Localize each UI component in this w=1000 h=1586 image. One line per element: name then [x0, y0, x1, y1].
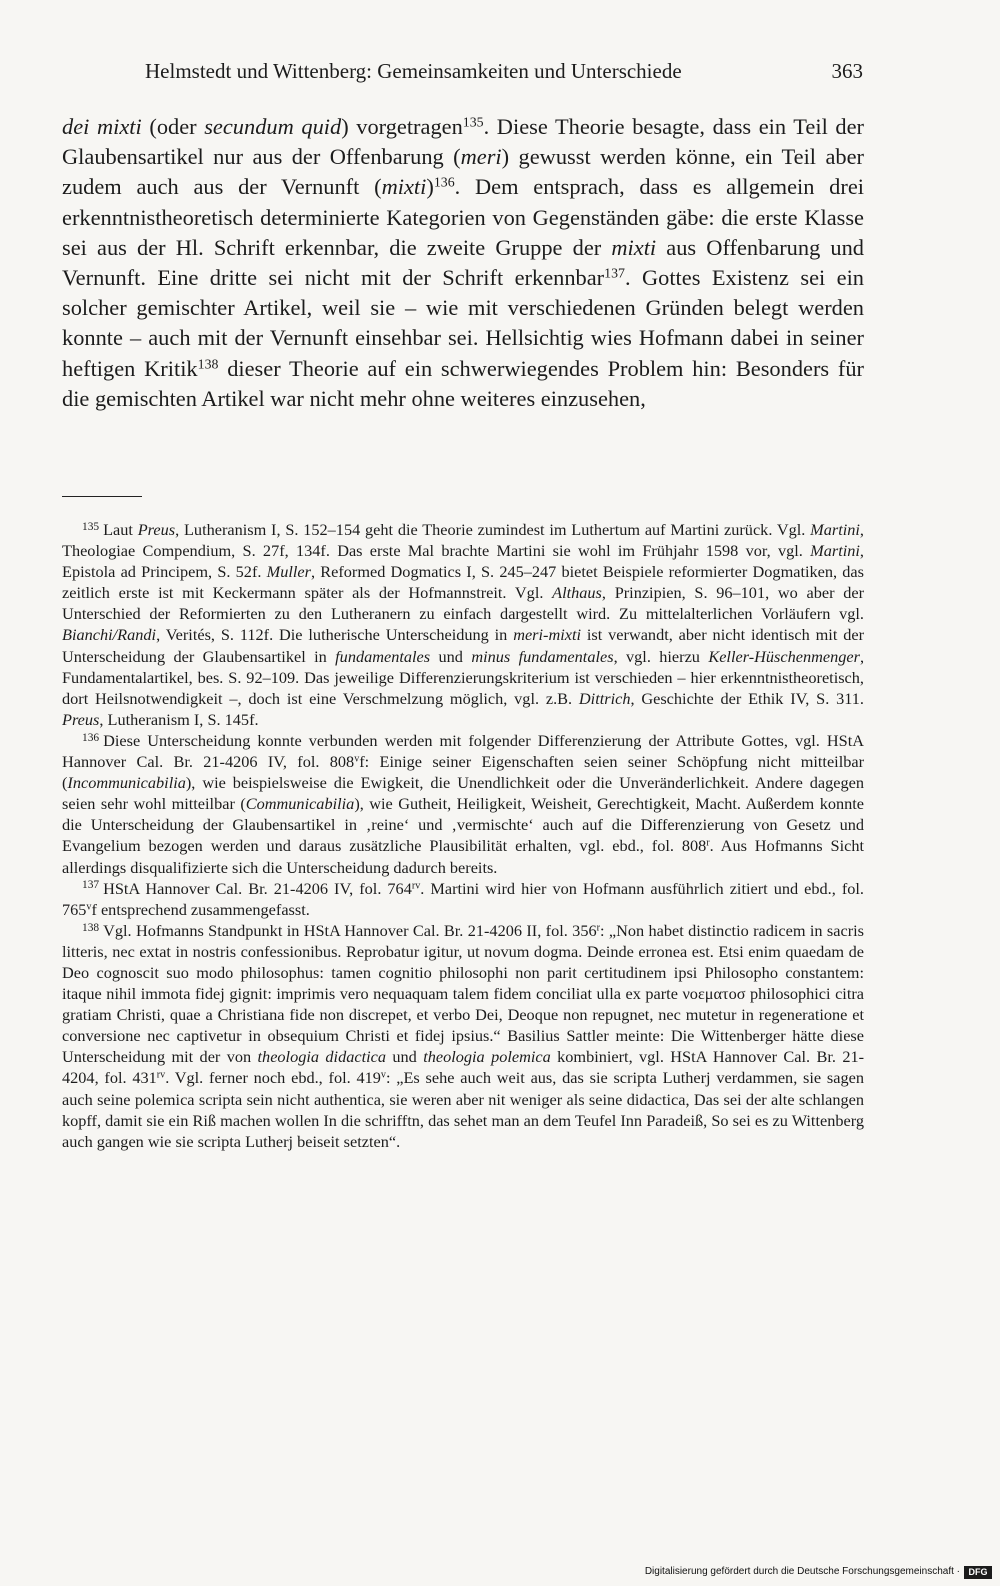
- footnote-ref-138[interactable]: 138: [197, 357, 219, 372]
- text-run: , Prinzipien, S. 96–101, wo aber der Unterschied der Reformierten zu den Lutheranern zu einfach dargestellt wird. Zu mittelalterlichen Vorläufern vgl.: [62, 583, 864, 624]
- author-name: Muller: [266, 562, 311, 582]
- running-head-title: Helmstedt und Wittenberg: Gemeinsamkeiten und Unterschiede: [145, 59, 682, 83]
- text-run: f entsprechend zusammengefasst.: [91, 899, 310, 919]
- footnote-135: [62, 519, 864, 730]
- page-number: 363: [831, 59, 863, 83]
- text-run: , Lutheranism I, S. 145f.: [99, 709, 259, 729]
- footnotes: [62, 519, 864, 1152]
- italic-term: dei mixti: [62, 114, 142, 139]
- text-run: aus Offenbarung und Vernunft. Eine dritte sei nicht mit der Schrift erkennbar: [62, 234, 864, 291]
- folio-side: rv: [156, 1069, 166, 1081]
- text-run: , Epistola ad Principem, S. 52f.: [62, 541, 864, 582]
- footnote-ref-135[interactable]: 135: [462, 115, 484, 131]
- author-name: Bianchi/Randi: [62, 625, 157, 645]
- footnote-ref-137[interactable]: 137: [604, 266, 625, 282]
- italic-term: mixti: [611, 234, 657, 260]
- text-run: , Geschichte der Ethik IV, S. 311.: [630, 688, 865, 708]
- text-run: . Diese Theorie besagte, dass ein Teil der Glaubensartikel nur aus der Offenbarung (: [62, 114, 865, 170]
- author-name: Martini: [810, 520, 860, 539]
- text-run: ) gewusst werden könne, ein Teil aber zudem auch aus der Vernunft (: [62, 144, 864, 200]
- running-head: [145, 56, 863, 86]
- credit-text: Digitalisierung gefördert durch die Deutsche Forschungsgemeinschaft ·: [644, 1566, 960, 1577]
- paragraph: [62, 112, 864, 414]
- text-run: dieser Theorie auf ein schwerwiegendes Problem hin: Besonders für die gemischten Artikel war nicht mehr ohne weiteres einzusehen,: [62, 355, 864, 411]
- text-run: und: [430, 646, 472, 666]
- italic-term: theologia polemica: [423, 1047, 551, 1067]
- text-run: (oder: [141, 114, 205, 139]
- text-run: ), wie Gutheit, Heiligkeit, Weisheit, Gerechtigkeit, Macht. Außerdem konnte die Unterscheidung der Glaubensartikel in ‚reine‘ und ‚vermischte‘ auch auf die Differenzierung von Gesetz und Evangelium bezogen werden und daraus zusätzliche Plausibilität erhalten, vgl. ebd., fol. 808: [62, 794, 865, 856]
- footnote-number: 137: [82, 879, 100, 892]
- italic-term: Incommunicabilia: [67, 773, 186, 793]
- italic-term: Communicabilia: [245, 794, 355, 814]
- text-run: , Reformed Dogmatics I, S. 245–247 bietet Beispiele reformierter Dogmatiken, das zeitlich erste ist mit Keckermann später als der Hofmannstreit. Vgl.: [62, 562, 864, 603]
- text-run: ist verwandt, aber nicht identisch mit der Unterscheidung der Glaubensartikel in: [62, 625, 864, 666]
- text-run: . Gottes Existenz sei ein solcher gemischter Artikel, weil sie – wie mit verschiedenen Gründen belegt werden konnte – auch mit der Vernunft einsehbar sei. Hellsichtig wies Hofmann dabei in seiner heftigen Kritik: [62, 265, 864, 381]
- text-run: : „Es sehe auch weit aus, das sie scripta Lutherj verdammen, sie sagen auch seine polemica scripta sein nicht authentica, sie weren aber nit weniger als seine didactica, Das sei der alte schlangen kopff, damit sie ein Riß machen wollen In die schrifftn, das sehet man an dem Teufel Inn Paradeiß, So sei es zu Wittenberg auch gangen wie sie scripta Lutherj beiseit setzten“.: [62, 1068, 864, 1151]
- text-run: , Lutheranism I, S. 152–154 geht die Theorie zumindest im Luthertum auf Martini zurück. Vgl.: [175, 520, 811, 539]
- dfg-logo-icon: DFG: [964, 1566, 992, 1579]
- folio-side: v: [354, 753, 360, 765]
- footnote-number: 136: [82, 731, 100, 744]
- footnote-separator: [62, 496, 142, 497]
- footnote-number: 138: [82, 921, 100, 934]
- text-run: . Martini wird hier von Hofmann ausführlich zitiert und ebd., fol. 765: [62, 878, 864, 919]
- text-run: . Vgl. ferner noch ebd., fol. 419: [165, 1068, 381, 1088]
- folio-side: v: [86, 901, 92, 913]
- italic-term: meri: [460, 144, 502, 170]
- text-run: : „Non habet distinctio radicem in sacris litteris, nec extat in nostris confessionibus. Reprobatur igitur, ut novum dogma. Deinde erronea est. Etsi enim quaedam de Deo cognoscit suo modo philosophus: tamen cognitio philosophi non parit certitudinem ipsi Philosopho constantem: itaque nihil immota fidej gignit: imprimis vero nequaquam talem fidem conciliat ulla ex parte νοεματοσ philosophici citra gratiam Christi, quae a Christiana fide non discrepet, et verbo Dei, Deoque non repugnet, nec mutetur in regeneratione et conversione nec captivetur in obsequium Christi et fidej ipsius.“ Basilius Sattler meinte: Die Wittenberger hätte diese Unterscheidung mit der von: [62, 920, 865, 1067]
- text-run: , Fundamentalartikel, bes. S. 92–109. Das jeweilige Differenzierungskriterium ist verschieden – hier erkenntnistheoretisch, dort Heilsnotwendigkeit –, doch ist eine Verschmelzung möglich, vgl. z.B.: [62, 646, 865, 708]
- italic-term: secundum quid: [204, 114, 342, 139]
- folio-side: rv: [411, 880, 421, 892]
- footnote-138: [62, 920, 864, 1152]
- italic-term: theologia didactica: [257, 1047, 386, 1067]
- text-run: HStA Hannover Cal. Br. 21-4206 IV, fol. 764: [103, 878, 412, 898]
- text-run: . Aus Hofmanns Sicht allerdings disqualifizierte sich die Unterscheidung dadurch bereits.: [62, 836, 864, 877]
- author-name: Martini: [810, 541, 860, 561]
- text-run: kombiniert, vgl. HStA Hannover Cal. Br. 21-4204, fol. 431: [62, 1047, 865, 1088]
- text-run: ), wie beispielsweise die Ewigkeit, die Unendlichkeit oder die Unveränderlichkeit. Andere dagegen seien sehr wohl mitteilbar (: [62, 773, 864, 814]
- text-run: f: Einige seiner Eigenschaften seien seiner Schöpfung nicht mitteilbar (: [62, 752, 865, 793]
- italic-term: meri-mixti: [513, 625, 582, 645]
- digitization-credit: [645, 1564, 992, 1580]
- italic-term: minus fundamentales: [471, 646, 614, 666]
- text-run: Vgl. Hofmanns Standpunkt in HStA Hannover Cal. Br. 21-4206 II, fol. 356: [103, 920, 597, 940]
- folio-side: r: [706, 837, 710, 849]
- footnote-ref-136[interactable]: 136: [433, 175, 455, 191]
- main-text: [62, 112, 864, 414]
- footnote-136: [62, 730, 864, 878]
- folio-side: v: [380, 1069, 386, 1081]
- author-name: Althaus: [552, 583, 602, 603]
- text-run: , Theologiae Compendium, S. 27f, 134f. Das erste Mal brachte Martini sie wohl im Frühjahr 1598 vor, vgl.: [62, 520, 864, 561]
- footnote-137: [62, 878, 864, 920]
- author-name: Preus: [62, 709, 100, 729]
- text-run: , Verités, S. 112f. Die lutherische Unterscheidung in: [156, 625, 514, 645]
- text-run: , vgl. hierzu: [613, 646, 709, 666]
- text-run: Diese Unterscheidung konnte verbunden werden mit folgender Differenzierung der Attribute Gottes, vgl. HStA Hannover Cal. Br. 21-4206 IV, fol. 808: [62, 730, 864, 772]
- author-name: Dittrich: [578, 688, 631, 708]
- text-run: Laut: [103, 520, 138, 539]
- text-run: . Dem entsprach, dass es allgemein drei erkenntnistheoretisch determinierte Kategorien von Gegenständen gäbe: die erste Klasse sei aus der Hl. Schrift erkennbar, die zweite Gruppe der: [62, 174, 864, 260]
- folio-side: r: [596, 922, 600, 934]
- author-name: Keller-Hüschenmenger: [708, 646, 860, 666]
- italic-term: mixti: [381, 174, 427, 200]
- text-run: ): [426, 174, 434, 200]
- author-name: Preus: [137, 520, 176, 539]
- text-run: ) vorgetragen: [341, 114, 463, 139]
- text-run: und: [386, 1047, 424, 1067]
- italic-term: fundamentales: [335, 646, 431, 666]
- footnote-number: 135: [82, 520, 100, 533]
